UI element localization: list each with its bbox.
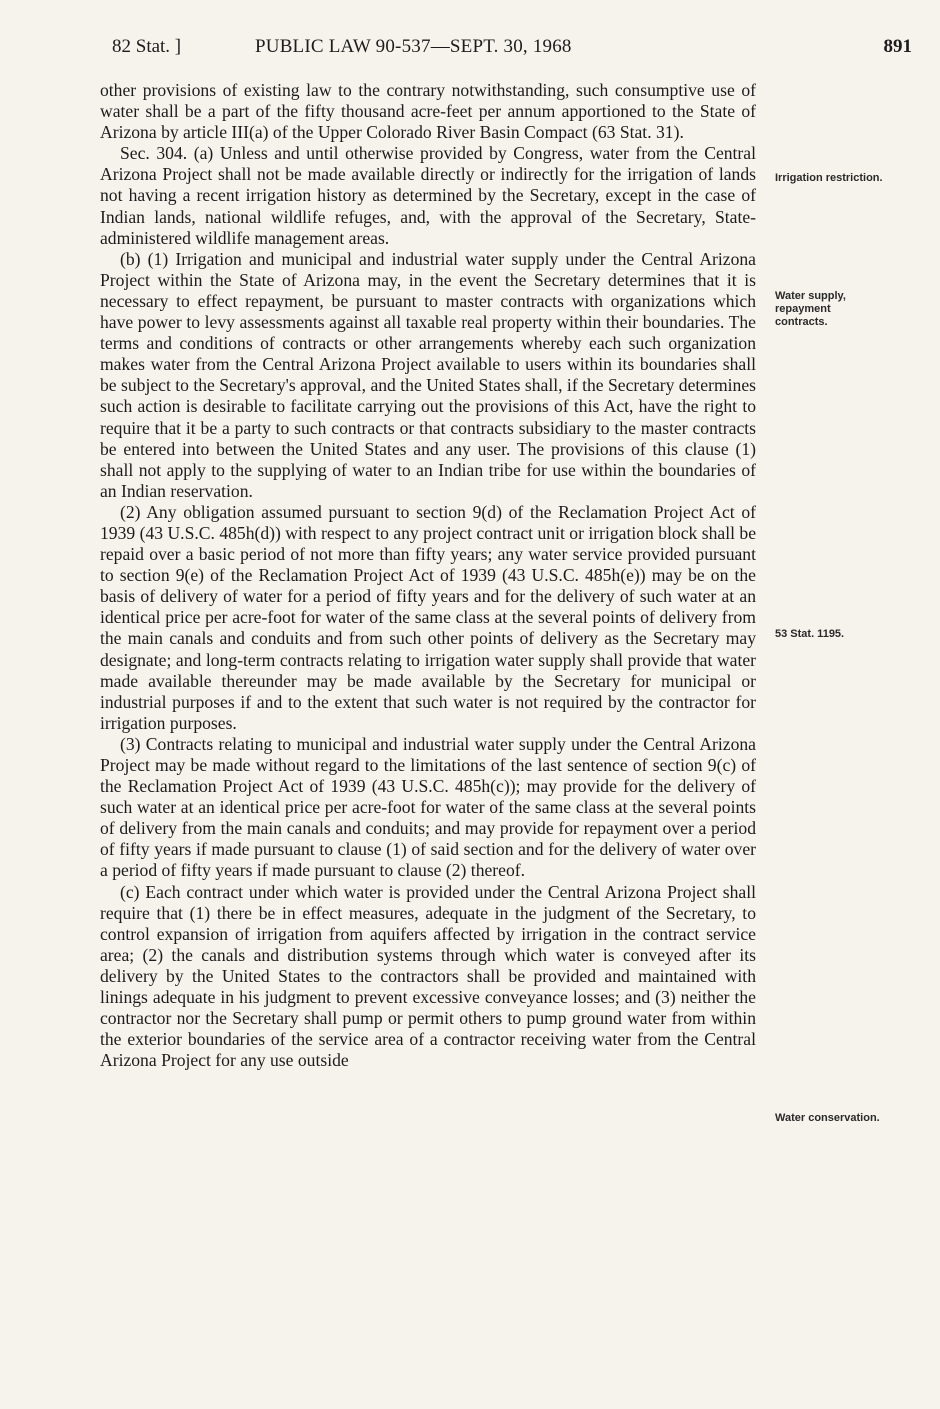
running-header [112, 36, 912, 62]
margin-note-irrigation-restriction: Irrigation restriction. [775, 172, 883, 184]
margin-note-stat-citation: 53 Stat. 1195. [775, 628, 845, 640]
paragraph-sec-304-a: Sec. 304. (a) Unless and until otherwise provided by Congress, water from the Central Arizona Project shall not be made available directly or indirectly for the irrigation of lands not having a recent irrigation history as determined by the Secretary, except in the case of Indian lands, national wildlife refuges, and, with the approval of the Secretary, State-administered wildlife management areas. [100, 143, 756, 248]
paragraph-sec-304-b-3: (3) Contracts relating to municipal and industrial water supply under the Central Arizona Project may be made without regard to the limitations of the last sentence of section 9(c) of the Reclamation Project Act of 1939 (43 U.S.C. 485h(c)); may provide for the delivery of such water at an identical price per acre-foot for water of the same class at the several points of delivery from the main canals and conduits; and may provide for repayment over a period of fifty years if made pursuant to clause (1) of said section and for the delivery of water over a period of fifty years if made pursuant to clause (2) thereof. [100, 733, 756, 881]
header-title: PUBLIC LAW 90-537—SEPT. 30, 1968 [255, 36, 572, 57]
margin-note-water-supply: Water supply, repayment contracts. [775, 290, 846, 328]
statute-body [100, 80, 756, 1071]
paragraph-sec-304-b-2: (2) Any obligation assumed pursuant to section 9(d) of the Reclamation Project Act of 1939 (43 U.S.C. 485h(d)) with respect to any project contract unit or irrigation block shall be repaid over a basic period of not more than fifty years; any water service provided pursuant to section 9(e) of the Reclamation Project Act of 1939 (43 U.S.C. 485h(e)) may be on the basis of delivery of water for a period of fifty years and for the delivery of such water at an identical price per acre-foot for water of the same class at the several points of delivery from the main canals and conduits and from such other points of delivery as the Secretary may designate; and long-term contracts relating to irrigation water supply shall provide that water made available thereunder may be made available by the Secretary for municipal or industrial purposes if and to the extent that such water is not required by the contractor for irrigation purposes. [100, 501, 756, 733]
paragraph-continuation: other provisions of existing law to the contrary notwithstanding, such consumptive use of water shall be a part of the fifty thousand acre-feet per annum apportioned to the State of Arizona by article III(a) of the Upper Colorado River Basin Compact (63 Stat. 31). [100, 80, 756, 143]
page-number: 891 [883, 36, 912, 57]
paragraph-sec-304-b-1: (b) (1) Irrigation and municipal and industrial water supply under the Central Arizona Project within the State of Arizona may, in the event the Secretary determines that it is necessary to effect repayment, be pursuant to master contracts with organizations which have power to levy assessments against all taxable real property within their boundaries. The terms and conditions of contracts or other arrangements whereby each such organization makes water from the Central Arizona Project available to users within its boundaries shall be subject to the Secretary's approval, and the United States shall, if the Secretary determines such action is desirable to facilitate carrying out the provisions of this Act, have the right to require that it be a party to such contracts or that contracts subsidiary to the master contracts be entered into between the United States and any user. The provisions of this clause (1) shall not apply to the supplying of water to an Indian tribe for use within the boundaries of an Indian reservation. [100, 248, 756, 501]
statute-volume: 82 Stat. ] [112, 36, 182, 57]
margin-note-water-conservation: Water conservation. [775, 1112, 880, 1124]
paragraph-sec-304-c: (c) Each contract under which water is provided under the Central Arizona Project shall require that (1) there be in effect measures, adequate in the judgment of the Secretary, to control expansion of irrigation from aquifers affected by irrigation in the contract service area; (2) the canals and distribution systems through which water is conveyed after its delivery by the United States to the contractors shall be provided and maintained with linings adequate in his judgment to prevent excessive conveyance losses; and (3) neither the contractor nor the Secretary shall pump or permit others to pump ground water from within the exterior boundaries of the service area of a contractor receiving water from the Central Arizona Project for any use outside [100, 881, 756, 1071]
